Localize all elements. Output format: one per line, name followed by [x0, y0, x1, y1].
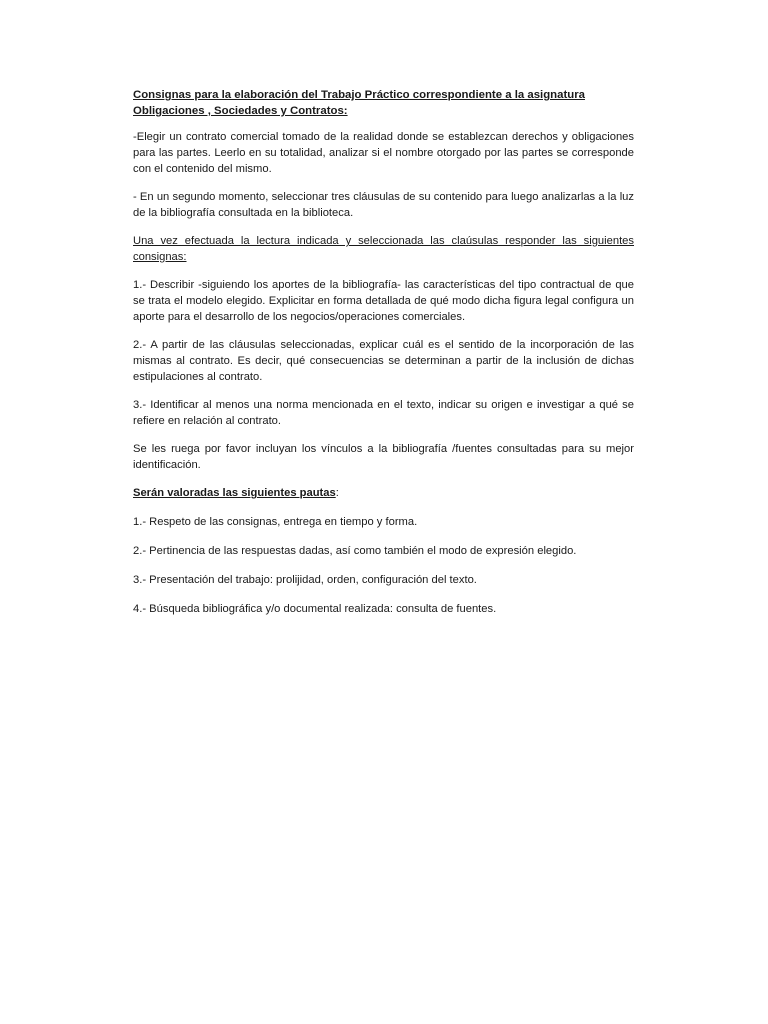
- consigna-item-3: 3.- Identificar al menos una norma mencionada en el texto, indicar su origen e investigar a qué se refiere en relación al contrato.: [133, 399, 634, 427]
- consigna-item-1: 1.- Describir -siguiendo los aportes de la bibliografía- las características del tipo contractual de que se trata el modelo elegido. Explicitar en forma detallada de qué modo dicha figura legal configura un aporte para el desarrollo de los negocios/operaciones comerciales.: [133, 279, 634, 323]
- consignas-intro: Una vez efectuada la lectura indicada y seleccionada las claúsulas responder las siguientes consignas:: [133, 235, 634, 263]
- pautas-heading-colon: :: [335, 487, 339, 499]
- document-page: [133, 87, 634, 630]
- pautas-heading-line: [133, 485, 634, 501]
- intro-paragraph-1: -Elegir un contrato comercial tomado de la realidad donde se establezcan derechos y obligaciones para las partes. Leerlo en su totalidad, analizar si el nombre otorgado por las partes se corresponde con el contenido del mismo.: [133, 131, 634, 175]
- pauta-item-4: 4.- Búsqueda bibliográfica y/o documental realizada: consulta de fuentes.: [133, 603, 497, 615]
- document-title: Consignas para la elaboración del Trabajo Práctico correspondiente a la asignatura Obligaciones , Sociedades y Contratos:: [133, 89, 585, 117]
- bibliography-note: Se les ruega por favor incluyan los vínculos a la bibliografía /fuentes consultadas para su mejor identificación.: [133, 443, 634, 471]
- consigna-item-2: 2.- A partir de las cláusulas seleccionadas, explicar cuál es el sentido de la incorporación de las mismas al contrato. Es decir, qué consecuencias se determinan a partir de la inclusión de dichas estipulaciones al contrato.: [133, 339, 634, 383]
- pauta-item-2: 2.- Pertinencia de las respuestas dadas, así como también el modo de expresión elegido.: [133, 545, 577, 557]
- pauta-item-3: 3.- Presentación del trabajo: prolijidad, orden, configuración del texto.: [133, 574, 477, 586]
- pauta-item-1: 1.- Respeto de las consignas, entrega en tiempo y forma.: [133, 516, 418, 528]
- intro-paragraph-2: - En un segundo momento, seleccionar tres cláusulas de su contenido para luego analizarlas a la luz de la bibliografía consultada en la biblioteca.: [133, 191, 634, 219]
- pautas-heading: Serán valoradas las siguientes pautas: [133, 487, 336, 499]
